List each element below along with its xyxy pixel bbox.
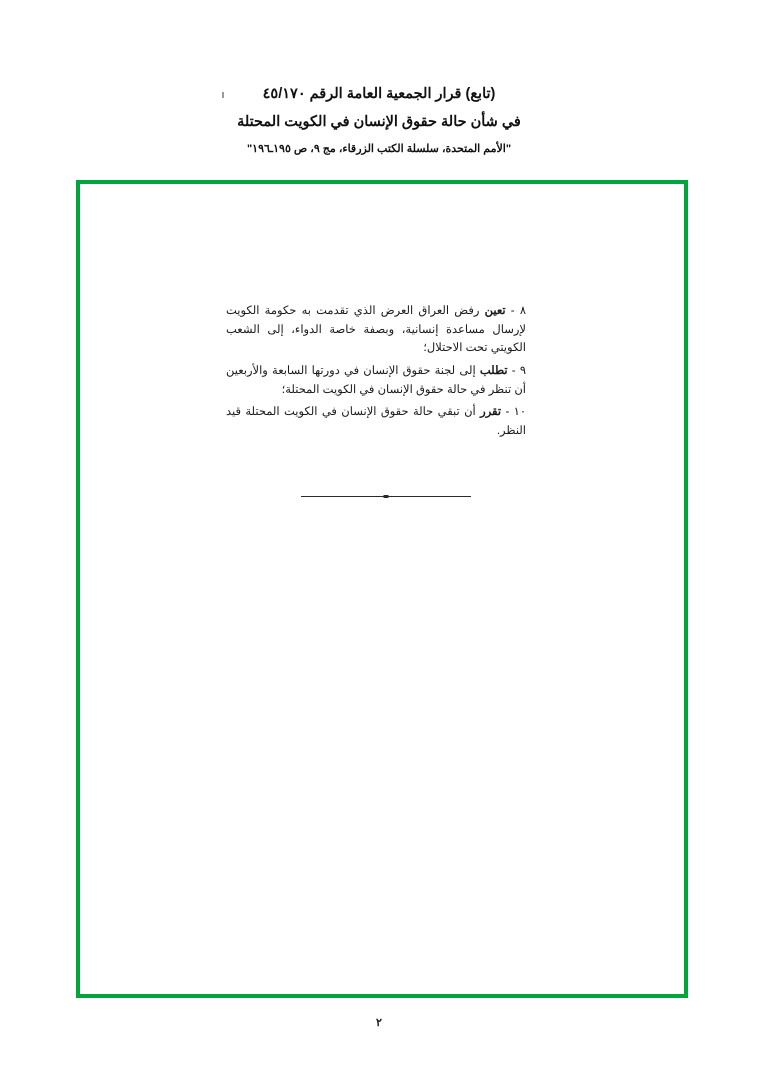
paragraph-10-number: ١٠ - xyxy=(505,406,527,419)
paragraph-8-number: ٨ - xyxy=(510,305,526,317)
paragraph-8-lead: تعين xyxy=(484,305,506,317)
header-source-citation: "الأمم المتحدة، سلسلة الكتب الزرقاء، مج ٩، ص ١٩٥ـ١٩٦" xyxy=(246,142,512,155)
paragraph-10 xyxy=(226,403,526,440)
document-body xyxy=(226,302,526,444)
paragraph-9-text: إلى لجنة حقوق الإنسان في دورتها السابعة والأربعين أن تنظر في حالة حقوق الإنسان في الكويت المحتلة؛ xyxy=(226,364,526,396)
green-border-frame xyxy=(76,180,688,998)
paragraph-10-text: أن تبقي حالة حقوق الإنسان في الكويت المحتلة قيد النظر. xyxy=(226,406,526,437)
paragraph-10-lead: تقرر xyxy=(480,406,502,419)
page-number: ٢ xyxy=(376,1017,382,1029)
paragraph-9-lead: تطلب xyxy=(479,364,508,377)
paragraph-9 xyxy=(226,362,526,399)
header-title-line-1: (تابع) قرار الجمعية العامة الرقم ٤٥/١٧٠ xyxy=(262,86,496,102)
section-divider-wrapper xyxy=(80,484,692,502)
section-divider-rule xyxy=(301,496,471,497)
paragraph-8 xyxy=(226,302,526,358)
paragraph-9-number: ٩ - xyxy=(511,364,527,377)
document-header xyxy=(0,84,758,155)
header-title-line-2: في شأن حالة حقوق الإنسان في الكويت المحتلة xyxy=(237,113,521,130)
paragraph-8-text: رفض العراق العرض الذي تقدمت به حكومة الكويت لإرسال مساعدة إنسانية، وبصفة خاصة الدواء، إلى الشعب الكويتي تحت الاحتلال؛ xyxy=(226,305,526,355)
